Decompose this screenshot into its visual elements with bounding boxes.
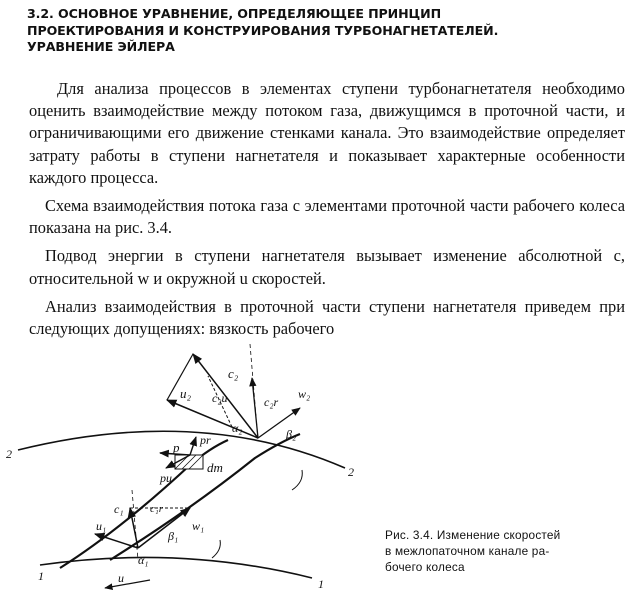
- label-pr: pr: [200, 433, 211, 447]
- label-c2u: c₂u: [212, 391, 228, 405]
- vector-c2r: [252, 378, 258, 438]
- label-u2: u₂: [180, 386, 192, 401]
- label-a1: α₁: [138, 553, 149, 567]
- label-dm: dm: [207, 460, 223, 475]
- paragraph-2: Схема взаимодействия потока газа с элементами проточной части рабочего колеса показана на рис. 3.4.: [29, 196, 625, 238]
- label-u1: u₁: [96, 519, 107, 533]
- label-1-left: 1: [38, 569, 44, 583]
- heading-line-1: 3.2. ОСНОВНОЕ УРАВНЕНИЕ, ОПРЕДЕЛЯЮЩЕЕ ПРИНЦИП: [27, 6, 442, 21]
- inner-arc: [40, 557, 312, 578]
- label-p: p: [173, 440, 180, 455]
- label-b1: β₁: [168, 529, 179, 543]
- caption-line-1: Рис. 3.4. Изменение скоростей: [385, 528, 561, 542]
- label-c2: c₂: [228, 366, 239, 381]
- caption-line-3: бочего колеса: [385, 560, 465, 574]
- section-heading: [27, 6, 627, 56]
- label-2-left: 2: [6, 447, 12, 461]
- label-c1r: c₁r: [150, 503, 163, 515]
- heading-line-3: УРАВНЕНИЕ ЭЙЛЕРА: [27, 39, 175, 54]
- label-a2: α₂: [232, 421, 243, 435]
- caption-line-2: в межлопаточном канале ра-: [385, 544, 550, 558]
- paragraph-4: Анализ взаимодействия в проточной части ступени нагнетателя приведем при следующих допущениях: вязкость рабочего: [29, 296, 625, 339]
- label-c1: c₁: [114, 502, 124, 516]
- label-2-right: 2: [348, 465, 354, 479]
- rotation-arrow: [105, 580, 150, 588]
- heading-line-2: ПРОЕКТИРОВАНИЯ И КОНСТРУИРОВАНИЯ ТУРБОНАГНЕТАТЕЛЕЙ.: [27, 22, 499, 38]
- figure-caption: [385, 527, 635, 575]
- label-1-right: 1: [318, 577, 324, 591]
- label-b2: β₂: [286, 427, 297, 441]
- label-w2: w₂: [298, 387, 311, 401]
- vector-w1: [138, 508, 190, 548]
- body-text: [29, 78, 625, 346]
- label-w1: w₁: [192, 519, 205, 533]
- label-pu: pu: [160, 471, 172, 485]
- label-c2r: c₂r: [264, 395, 279, 409]
- force-pr: [190, 437, 196, 455]
- vector-u1: [95, 534, 138, 548]
- label-u-rotation: u: [118, 571, 124, 585]
- paragraph-1: Для анализа процессов в элементах ступени турбонагнетателя необходимо оценить взаимодействие между потоком газа, движущимся в проточной части, и ограничивающими его движение стенками канала. Это взаимодействие определяет затрату работы в ступени нагнетателя и показывает характерные особенности каждого процесса.: [29, 79, 625, 187]
- paragraph-3: Подвод энергии в ступени нагнетателя вызывает изменение абсолютной c, относительной w и окружной u скоростей.: [29, 246, 625, 288]
